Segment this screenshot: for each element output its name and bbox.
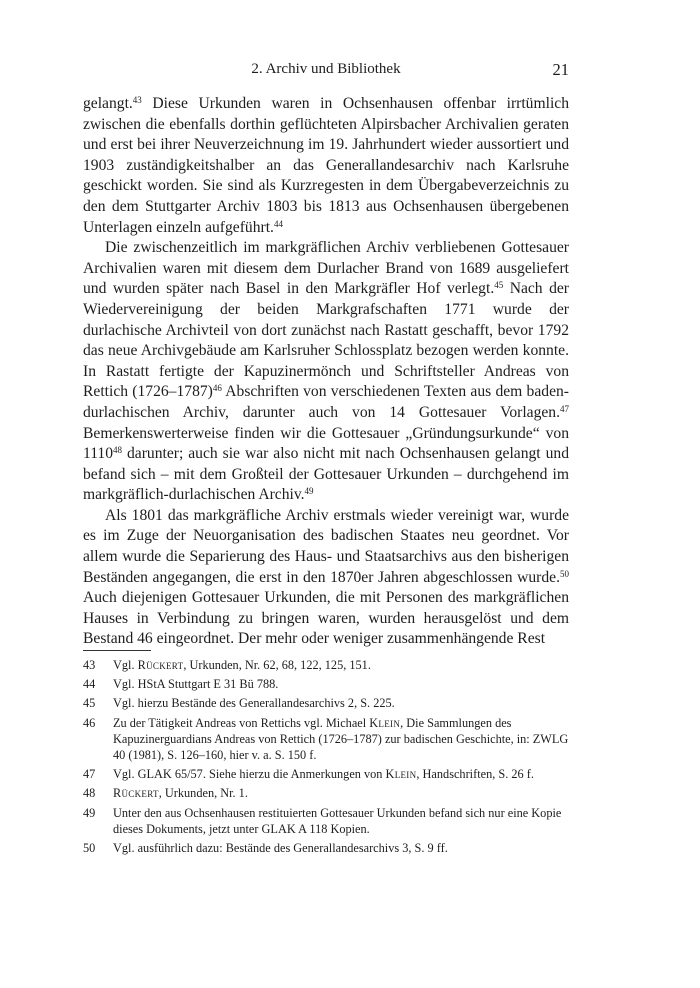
footnote-number: 48 (83, 786, 96, 801)
author-name: Rückert (137, 658, 184, 672)
text-run: Auch diejenigen Gottesauer Urkunden, die mit Personen des markgräflichen Hauses in Verbindung zu bringen waren, wurden herausgelöst und dem Bestand 46 eingeordnet. Der mehr oder weniger zusammenhängende Rest (83, 589, 569, 648)
footnote-reference[interactable]: 45 (494, 280, 504, 291)
footnote-number: 45 (83, 696, 96, 711)
footnote (83, 840, 569, 856)
footnote-reference[interactable]: 48 (113, 445, 123, 456)
footnote-reference[interactable]: 43 (132, 95, 142, 105)
author-name: Rückert (113, 786, 159, 801)
text-run: Vgl. HStA Stuttgart E 31 Bü 788. (113, 677, 279, 692)
text-run: gelangt. (83, 95, 133, 112)
footnote (83, 695, 569, 711)
footnote-text (113, 695, 569, 711)
footnote-number: 44 (83, 677, 96, 692)
footnotes (83, 657, 569, 859)
footnote-number: 50 (83, 841, 96, 856)
footnote-number: 47 (83, 767, 96, 782)
footnote (83, 785, 569, 801)
footnote-number: 49 (83, 805, 96, 820)
text-run: Zu der Tätigkeit Andreas von Rettichs vgl. Michael (113, 715, 370, 730)
footnote (83, 766, 569, 782)
paragraph (83, 238, 569, 506)
footnote-reference[interactable]: 49 (304, 486, 314, 497)
footnote-reference[interactable]: 44 (273, 218, 283, 229)
footnote-number: 43 (83, 658, 96, 672)
paragraph (83, 94, 569, 238)
text-run: darunter; auch sie war also nicht mit nach Ochsenhausen gelangt und befand sich – mit dem Großteil der Gottesauer Urkunden – durchgehend im markgräflich-durlachischen Archiv. (83, 445, 569, 504)
text-run: Unter den aus Ochsenhausen restituierten Gottesauer Urkunden befand sich nur eine Kopie dieses Dokuments, jetzt unter GLAK A 118 Kopien. (113, 805, 562, 836)
author-name: Klein (385, 767, 417, 782)
footnote-rule (83, 650, 151, 651)
text-run: Vgl. ausführlich dazu: Bestände des Generallandesarchivs 3, S. 9 ff. (113, 841, 448, 856)
footnote-text (113, 657, 569, 673)
footnote-reference[interactable]: 47 (560, 403, 569, 414)
text-run: Bemerkenswerterweise finden wir die Gottesauer „Gründungsurkunde“ von 1110 (83, 424, 569, 463)
footnote-text (113, 676, 569, 692)
text-run: Vgl. hierzu Bestände des Generallandesarchivs 2, S. 225. (113, 696, 395, 711)
footnote-reference[interactable]: 50 (560, 568, 569, 579)
footnote-reference[interactable]: 46 (212, 383, 222, 394)
text-run: , Handschriften, S. 26 f. (416, 767, 534, 782)
footnote-number: 46 (83, 715, 96, 730)
text-run: , Die Sammlungen des Kapuzinerguardians Andreas von Rettich (1726–1787) zur badischen Geschichte, in: ZWLG 40 (1981), S. 126–160, hier v. a. S. 150 f. (113, 715, 569, 763)
footnote-text (113, 805, 569, 837)
author-name: Klein (369, 715, 401, 730)
footnote (83, 805, 569, 837)
footnote-text (113, 766, 569, 782)
footnote-text (113, 785, 569, 801)
footnote (83, 657, 569, 673)
running-title: 2. Archiv und Bibliothek (251, 61, 401, 77)
footnote (83, 715, 569, 764)
text-run: Abschriften von verschiedenen Texten aus dem baden-durlachischen Archiv, darunter auch von 14 Gottesauer Vorlagen. (83, 383, 569, 421)
text-run: Als 1801 das markgräfliche Archiv erstmals wieder vereinigt war, wurde es im Zuge der Neuorganisation des badischen Staates neu geordnet. Vor allem wurde die Separierung des Haus- und Staatsarchivs aus den bisherigen Beständen angegangen, die erst in den 1870er Jahren abgeschlossen wurde. (83, 506, 569, 586)
text-run: , Urkunden, Nr. 1. (158, 786, 248, 801)
body-text (83, 94, 569, 650)
paragraph (83, 506, 569, 650)
text-run: Die zwischenzeitlich im markgräflichen Archiv verbliebenen Gottesauer Archivalien waren mit diesem dem Durlacher Brand von 1689 ausgeliefert und wurden später nach Basel in den Markgräfler Hof verlegt. (83, 239, 569, 298)
running-head (83, 60, 569, 82)
footnote-text (113, 840, 569, 856)
text-run: , Urkunden, Nr. 62, 68, 122, 125, 151. (183, 658, 371, 672)
text-run: Nach der Wiedervereinigung der beiden Markgrafschaften 1771 wurde der durlachische Archivteil von dort zunächst nach Rastatt geschafft, bevor 1792 das neue Archivgebäude am Karlsruher Schlossplatz bezogen werden konnte. In Rastatt fertigte der Kapuzinermönch und Schriftsteller Andreas von Rettich (1726–1787) (83, 280, 569, 401)
text-run: Diese Urkunden waren in Ochsenhausen offenbar irrtümlich zwischen die ebenfalls dorthin geflüchteten Alpirsbacher Archivalien geraten und erst bei ihrer Neuverzeichnung im 19. Jahrhundert wieder aussortiert und 1903 zuständigkeitshalber an das Generallandesarchiv nach Karlsruhe geschickt worden. Sie sind als Kurzregesten in dem Übergabeverzeichnis zu den dem Stuttgarter Archiv 1803 bis 1813 aus Ochsenhausen übergebenen Unterlagen einzeln aufgeführt. (83, 95, 569, 236)
footnote-text (113, 715, 569, 764)
page-number: 21 (552, 60, 569, 79)
text-run: Vgl. (113, 658, 138, 672)
text-run: Vgl. GLAK 65/57. Siehe hierzu die Anmerkungen von (113, 767, 386, 782)
footnote (83, 676, 569, 692)
